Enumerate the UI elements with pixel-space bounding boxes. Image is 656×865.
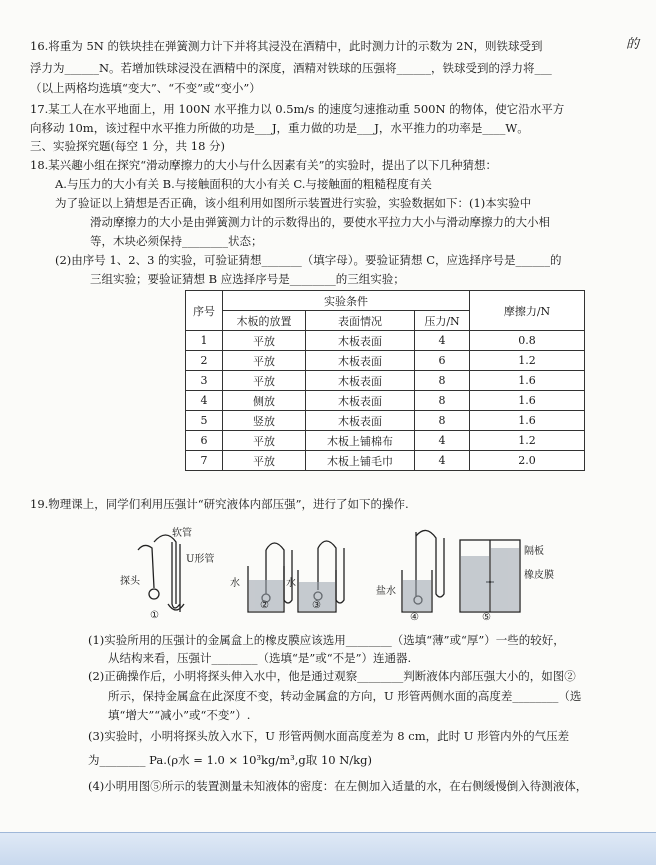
cell-pressure: 4: [415, 431, 470, 451]
cell-seq: 1: [186, 331, 223, 351]
table-header-pressure: 压力/N: [415, 311, 470, 331]
cell-surface: 木板表面: [306, 331, 415, 351]
label-fig-5: ⑤: [482, 612, 491, 623]
table-row: [186, 411, 585, 431]
label-water-3: 水: [286, 578, 296, 589]
cell-pressure: 8: [415, 411, 470, 431]
table-header-conditions: 实验条件: [223, 291, 470, 311]
table-header-friction: 摩擦力/N: [470, 291, 585, 331]
cell-friction: 0.8: [470, 331, 585, 351]
section-3-heading: 三、实验探究题(每空 1 分，共 18 分): [30, 139, 226, 153]
q18-options: A.与压力的大小有关 B.与接触面积的大小有关 C.与接触面的粗糙程度有关: [55, 177, 432, 191]
cell-surface: 木板上铺毛巾: [306, 451, 415, 471]
cell-seq: 6: [186, 431, 223, 451]
q16-line-2: 浮力为______N。若增加铁球浸没在酒精中的深度，酒精对铁球的压强将______，铁球受到的浮力将___: [30, 61, 552, 75]
table-row: [186, 371, 585, 391]
q19-part1-line-1: (1)实验所用的压强计的金属盒上的橡皮膜应该选用________（选填“薄”或“厚”）一些的较好，: [88, 633, 565, 647]
table-row: [186, 451, 585, 471]
label-partition: 隔板: [524, 546, 544, 557]
cell-seq: 7: [186, 451, 223, 471]
cell-seq: 5: [186, 411, 223, 431]
q18-line-3: 滑动摩擦力的大小是由弹簧测力计的示数得出的，要使水平拉力大小与滑动摩擦力的大小相: [90, 215, 550, 229]
cell-friction: 1.6: [470, 371, 585, 391]
cell-surface: 木板表面: [306, 351, 415, 371]
cell-seq: 2: [186, 351, 223, 371]
q19-part2-line-2: 所示，保持金属盒在此深度不变，转动金属盒的方向，U 形管两侧水面的高度差________（选: [108, 689, 582, 703]
cell-placement: 平放: [223, 351, 306, 371]
cell-friction: 2.0: [470, 451, 585, 471]
cell-placement: 平放: [223, 371, 306, 391]
q17-line-2: 向移动 10m，该过程中水平推力所做的功是___J，重力做的功是___J，水平推力的功率是____W。: [30, 121, 529, 135]
q19-part3-line-2: 为________ Pa.(ρ水 = 1.0 × 10³kg/m³,g取 10 N/kg): [88, 753, 372, 767]
q16-line-1: 16.将重为 5N 的铁块挂在弹簧测力计下并将其浸没在酒精中，此时测力计的示数为 2N，则铁球受到: [30, 39, 543, 53]
table-row: [186, 431, 585, 451]
table-header-surface: 表面情况: [306, 311, 415, 331]
label-water-2: 水: [230, 578, 240, 589]
cell-pressure: 4: [415, 331, 470, 351]
q18-line-1: 18.某兴趣小组在探究“滑动摩擦力的大小与什么因素有关”的实验时，提出了以下几种猜想：: [30, 158, 498, 172]
label-fig-3: ③: [312, 600, 321, 611]
pressure-gauge-figure: [120, 520, 600, 626]
cell-placement: 竖放: [223, 411, 306, 431]
label-u-tube: U形管: [186, 554, 215, 565]
q16-line-3: （以上两格均选填“变大”、“不变”或“变小”）: [30, 81, 261, 95]
cell-surface: 木板表面: [306, 391, 415, 411]
q19-part3-line-1: (3)实验时，小明将探头放入水下，U 形管两侧水面高度差为 8 cm，此时 U 形管内外的气压差: [88, 729, 570, 743]
cell-pressure: 8: [415, 371, 470, 391]
table-row: [186, 391, 585, 411]
label-soft-tube: 软管: [172, 528, 192, 539]
q19-part2-line-1: (2)正确操作后，小明将探头伸入水中，他是通过观察________判断液体内部压强大小的，如图②: [88, 669, 576, 683]
taskbar: [0, 832, 656, 865]
q17-line-1: 17.某工人在水平地面上，用 100N 水平推力以 0.5m/s 的速度匀速推动重 500N 的物体，使它沿水平方: [30, 102, 565, 116]
cell-friction: 1.2: [470, 431, 585, 451]
cell-seq: 3: [186, 371, 223, 391]
cell-pressure: 4: [415, 451, 470, 471]
cell-friction: 1.6: [470, 391, 585, 411]
cell-friction: 1.6: [470, 411, 585, 431]
cell-pressure: 6: [415, 351, 470, 371]
cell-seq: 4: [186, 391, 223, 411]
cell-placement: 平放: [223, 431, 306, 451]
q19-part1-line-2: 从结构来看，压强计________（选填“是”或“不是”）连通器.: [108, 651, 412, 665]
table-header-placement: 木板的放置: [223, 311, 306, 331]
table-header-seq: 序号: [186, 291, 223, 331]
label-probe: 探头: [120, 576, 140, 587]
q16-handwriting: 的: [626, 37, 640, 52]
cell-surface: 木板表面: [306, 371, 415, 391]
q19-part2-line-3: 填“增大”“减小”或“不变”）.: [108, 708, 251, 722]
cell-placement: 平放: [223, 451, 306, 471]
q18-line-4: 等，木块必须保持________状态；: [90, 234, 263, 248]
table-row: [186, 351, 585, 371]
cell-pressure: 8: [415, 391, 470, 411]
q18-line-6: 三组实验；要验证猜想 B 应选择序号是________的三组实验；: [90, 272, 405, 286]
q18-line-2: 为了验证以上猜想是否正确，该小组利用如图所示装置进行实验，实验数据如下：(1)本实验中: [55, 196, 532, 210]
label-fig-4: ④: [410, 612, 419, 623]
q19-line-1: 19.物理课上，同学们利用压强计“研究液体内部压强”，进行了如下的操作.: [30, 497, 409, 511]
label-fig-2: ②: [260, 600, 269, 611]
label-fig-1: ①: [150, 610, 159, 621]
table-row: [186, 331, 585, 351]
q18-line-5: (2)由序号 1、2、3 的实验，可验证猜想_______（填字母）。要验证猜想 C，应选择序号是______的: [55, 253, 562, 267]
label-salt-water: 盐水: [376, 586, 396, 597]
experiment-table: [185, 290, 585, 471]
q19-part4-line-1: (4)小明用图⑤所示的装置测量未知液体的密度：在左侧加入适量的水，在右侧缓慢倒入待测液体，: [88, 779, 588, 793]
label-membrane: 橡皮膜: [524, 570, 554, 581]
cell-placement: 平放: [223, 331, 306, 351]
cell-surface: 木板表面: [306, 411, 415, 431]
cell-surface: 木板上铺棉布: [306, 431, 415, 451]
cell-friction: 1.2: [470, 351, 585, 371]
cell-placement: 侧放: [223, 391, 306, 411]
